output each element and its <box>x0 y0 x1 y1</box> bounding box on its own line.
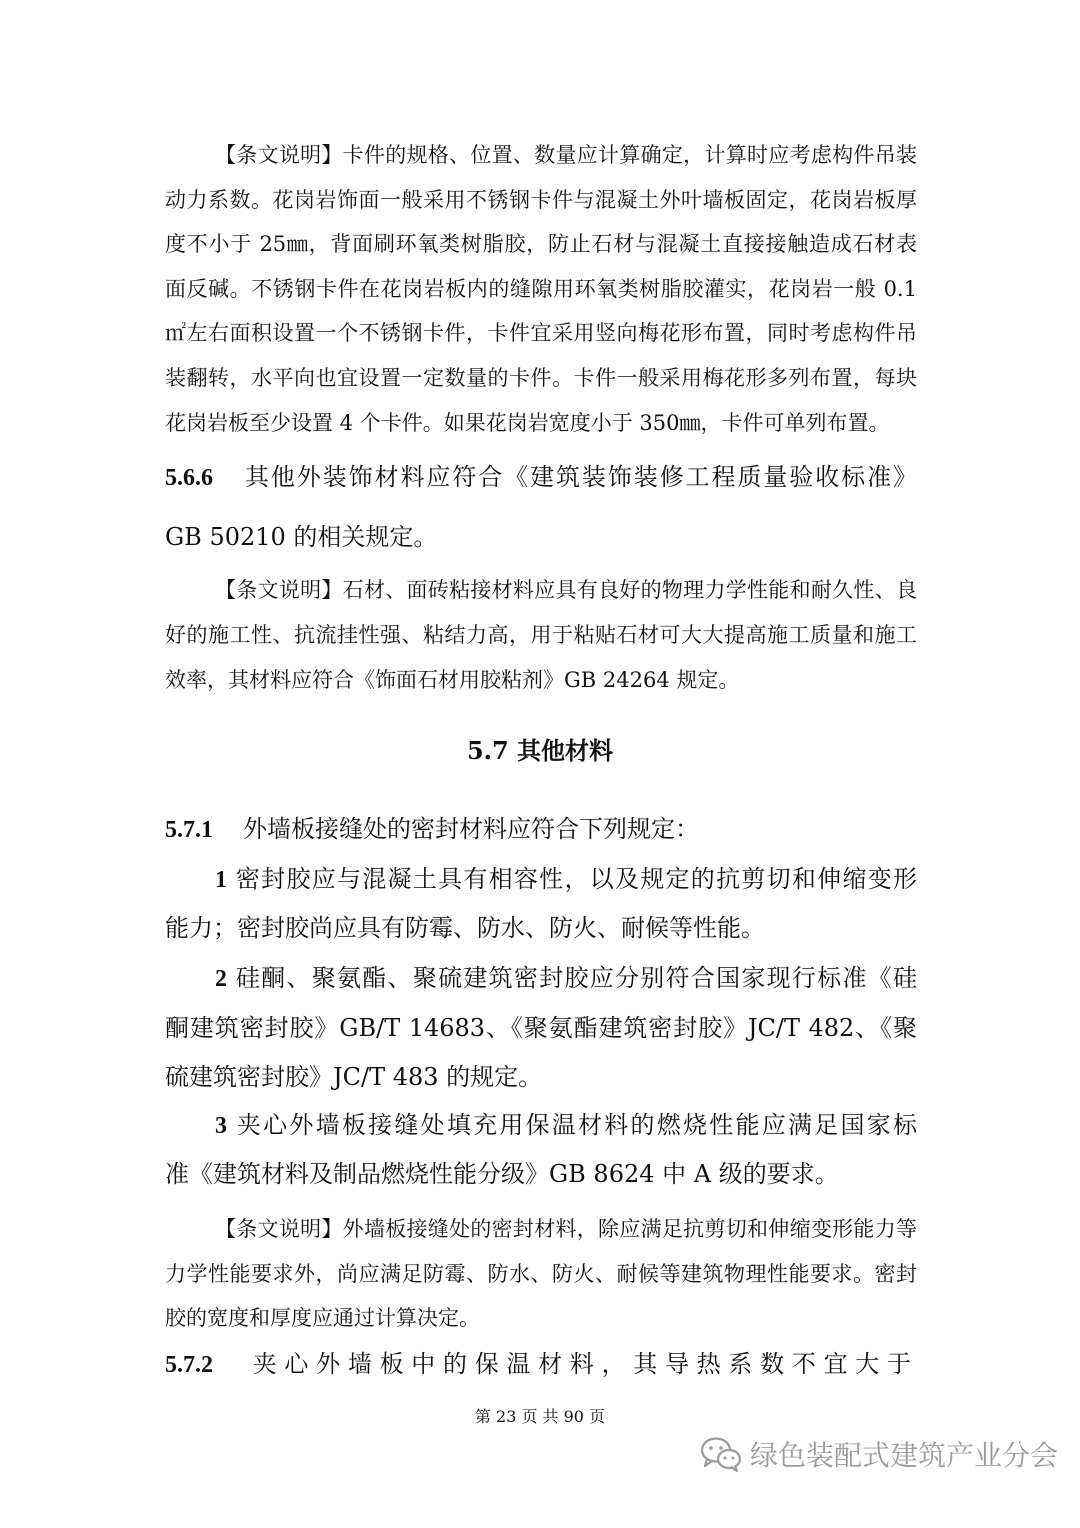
clause-text: 外墙板接缝处的密封材料应符合下列规定： <box>243 815 699 843</box>
clause-5-6-6 <box>165 460 917 495</box>
item-number: 3 <box>215 1113 227 1139</box>
item-number: 2 <box>215 966 227 992</box>
section-heading: 5.7 其他材料 <box>466 736 614 765</box>
clause-text: 夹心外墙板中的保温材料，其导热系数不宜大于 <box>251 1350 917 1378</box>
note1-line-4: 面反碱。不锈钢卡件在花岗岩板内的缝隙用环氧类树脂胶灌实，花岗岩一般 0.1 <box>165 277 917 301</box>
item-3-line-1 <box>215 1108 917 1143</box>
wechat-icon <box>700 1436 742 1472</box>
note1-line-6: 装翻转，水平向也宜设置一定数量的卡件。卡件一般采用梅花形多列布置，每块 <box>165 366 917 390</box>
clause-number: 5.7.2 <box>165 1352 213 1378</box>
item-text: 夹心外墙板接缝处填充用保温材料的燃烧性能应满足国家标 <box>236 1111 917 1139</box>
note1-line-7: 花岗岩板至少设置 4 个卡件。如果花岗岩宽度小于 350㎜，卡件可单列布置。 <box>165 411 890 435</box>
note2-line-1: 【条文说明】石材、面砖粘接材料应具有良好的物理力学性能和耐久性、良 <box>215 578 917 602</box>
item-3-line-2: 准《建筑材料及制品燃烧性能分级》GB 8624 中 A 级的要求。 <box>165 1160 839 1188</box>
clause-5-7-2 <box>165 1347 917 1382</box>
page-number: 第 23 页 共 90 页 <box>474 1407 606 1426</box>
clause-5-6-6-line-2: GB 50210 的相关规定。 <box>165 523 438 551</box>
note1-line-2: 动力系数。花岗岩饰面一般采用不锈钢卡件与混凝土外叶墙板固定，花岗岩板厚 <box>165 188 917 212</box>
item-2-line-1 <box>215 961 917 996</box>
note2-line-2: 好的施工性、抗流挂性强、粘结力高，用于粘贴石材可大大提高施工质量和施工 <box>165 623 917 647</box>
watermark-text: 绿色装配式建筑产业分会 <box>750 1439 1059 1472</box>
item-text: 硅酮、聚氨酯、聚硫建筑密封胶应分别符合国家现行标准《硅 <box>235 964 917 992</box>
clause-number: 5.7.1 <box>165 817 213 843</box>
item-1-line-1 <box>215 862 917 897</box>
note3-line-1: 【条文说明】外墙板接缝处的密封材料，除应满足抗剪切和伸缩变形能力等 <box>215 1217 917 1241</box>
item-number: 1 <box>215 867 227 893</box>
note1-line-3: 度不小于 25㎜，背面刷环氧类树脂胶，防止石材与混凝土直接接触造成石材表 <box>165 232 917 256</box>
note3-line-2: 力学性能要求外，尚应满足防霉、防水、防火、耐候等建筑物理性能要求。密封 <box>165 1262 917 1286</box>
item-2-line-3: 硫建筑密封胶》JC/T 483 的规定。 <box>165 1063 543 1091</box>
clause-text: 其他外装饰材料应符合《建筑装饰装修工程质量验收标准》 <box>243 463 917 491</box>
clause-5-7-1 <box>165 812 917 847</box>
note3-line-3: 胶的宽度和厚度应通过计算决定。 <box>165 1306 480 1330</box>
item-2-line-2: 酮建筑密封胶》GB/T 14683、《聚氨酯建筑密封胶》JC/T 482、《聚 <box>165 1014 917 1042</box>
note2-line-3: 效率，其材料应符合《饰面石材用胶粘剂》GB 24264 规定。 <box>165 668 740 692</box>
watermark <box>700 1432 1070 1476</box>
item-1-line-2: 能力；密封胶尚应具有防霉、防水、防火、耐候等性能。 <box>165 914 765 942</box>
item-text: 密封胶应与混凝土具有相容性，以及规定的抗剪切和伸缩变形 <box>235 865 917 893</box>
clause-number: 5.6.6 <box>165 465 213 491</box>
note1-line-1: 【条文说明】卡件的规格、位置、数量应计算确定，计算时应考虑构件吊装 <box>215 143 917 167</box>
note1-line-5: ㎡左右面积设置一个不锈钢卡件，卡件宜采用竖向梅花形布置，同时考虑构件吊 <box>165 321 917 345</box>
